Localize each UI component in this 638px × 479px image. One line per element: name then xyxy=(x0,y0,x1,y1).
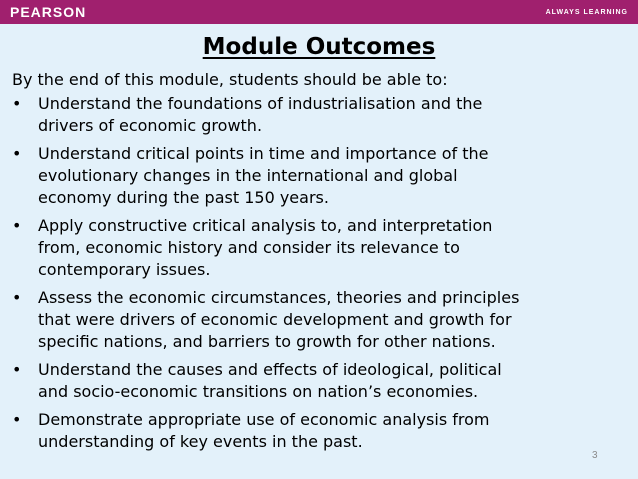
bullet-point: • xyxy=(12,144,22,163)
slide-title-text: Module Outcomes xyxy=(202,34,436,60)
outcome-line: from, economic history and consider its relevance to xyxy=(38,238,460,257)
pearson-logo: PEARSON xyxy=(10,4,87,20)
bullet-point: • xyxy=(12,216,22,235)
slide-title xyxy=(0,30,638,64)
outcome-item xyxy=(0,93,519,137)
outcome-line: specific nations, and barriers to growth for other nations. xyxy=(38,332,496,351)
outcome-line: and socio-economic transitions on nation’s economies. xyxy=(38,382,479,401)
outcome-line: economy during the past 150 years. xyxy=(38,188,329,207)
bullet-point: • xyxy=(12,410,22,429)
bullet-point: • xyxy=(12,94,22,113)
outcome-item xyxy=(0,143,519,209)
page-number: 3 xyxy=(592,450,598,461)
outcome-line: understanding of key events in the past. xyxy=(38,432,363,451)
outcome-line: that were drivers of economic development and growth for xyxy=(38,310,512,329)
outcome-line: Assess the economic circumstances, theories and principles xyxy=(38,288,520,307)
outcome-line: drivers of economic growth. xyxy=(38,116,263,135)
outcome-item xyxy=(0,359,519,403)
pearson-header-bar xyxy=(0,0,638,24)
outcome-line: Understand critical points in time and importance of the xyxy=(38,144,489,163)
outcomes-list xyxy=(0,93,519,459)
outcome-item xyxy=(0,409,519,453)
outcome-line: contemporary issues. xyxy=(38,260,211,279)
outcome-line: Understand the foundations of industrialisation and the xyxy=(38,94,483,113)
header-tagline: ALWAYS LEARNING xyxy=(545,9,628,16)
bullet-point: • xyxy=(12,360,22,379)
bullet-point: • xyxy=(12,288,22,307)
outcome-item xyxy=(0,215,519,281)
outcome-item xyxy=(0,287,519,353)
intro-text: By the end of this module, students should be able to: xyxy=(12,70,448,89)
outcome-line: Understand the causes and effects of ideological, political xyxy=(38,360,502,379)
outcome-line: Demonstrate appropriate use of economic analysis from xyxy=(38,410,490,429)
outcome-line: evolutionary changes in the international and global xyxy=(38,166,458,185)
outcome-line: Apply constructive critical analysis to, and interpretation xyxy=(38,216,493,235)
